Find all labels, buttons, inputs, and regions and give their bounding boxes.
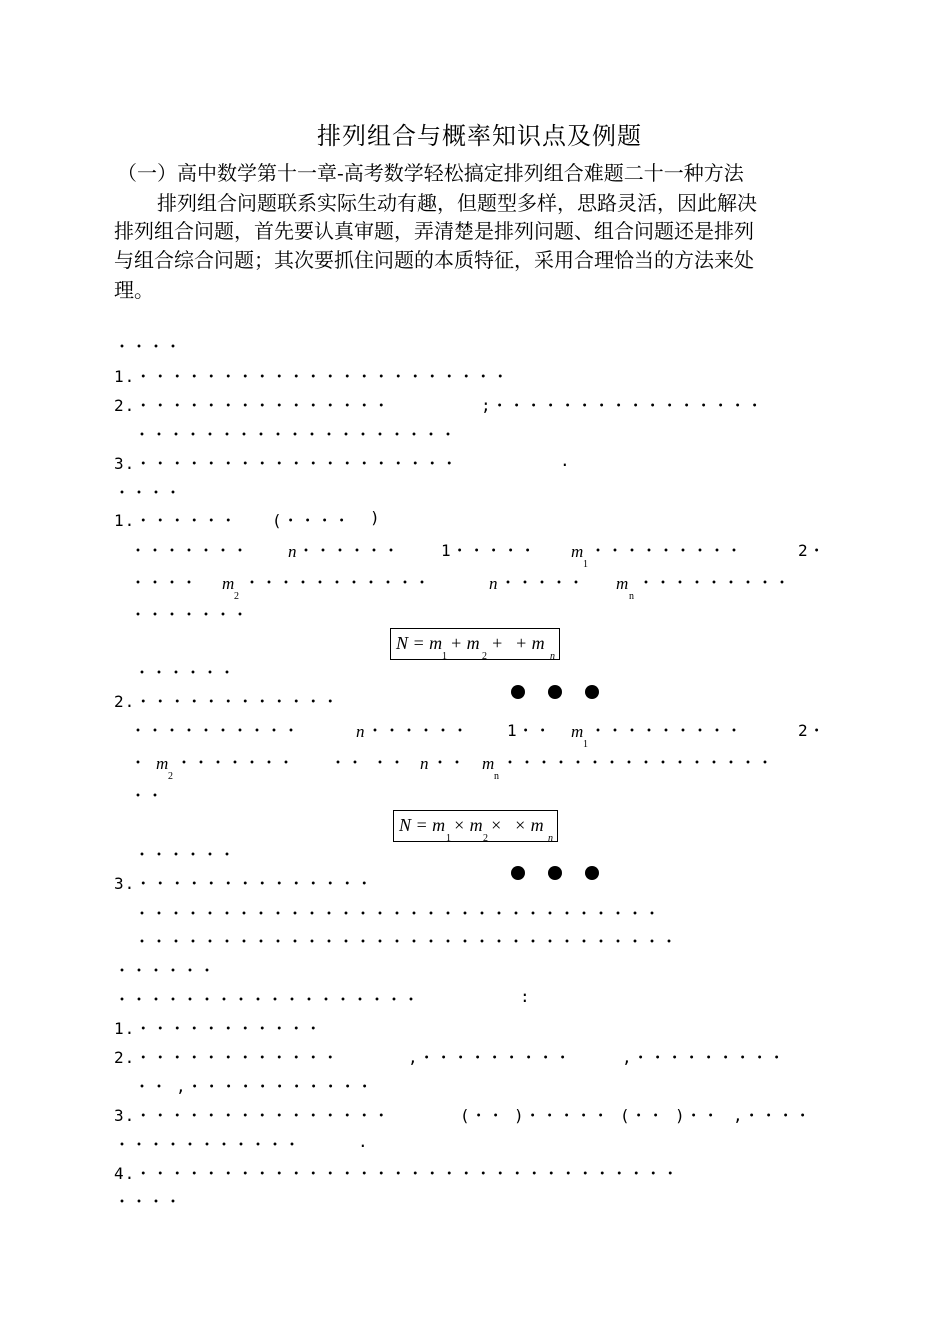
garbled-line: ・・・・・・ xyxy=(134,663,237,682)
subscript: 2 xyxy=(482,651,487,662)
garbled-line: ・・・・・・・・・・・・・・・・・・・・・・・・・・・・・・・・ xyxy=(134,932,679,951)
garbled-line: ・・ xyxy=(432,753,467,772)
var-m: m xyxy=(616,574,629,593)
garbled-line: )・・・・・ xyxy=(514,1106,610,1125)
garbled-line: ,・・・・・・・・・・・ xyxy=(176,1077,374,1096)
bullet-dot xyxy=(548,866,562,880)
garbled-line: ・・ xyxy=(330,753,365,772)
garbled-punct: . xyxy=(358,1132,369,1151)
subscript: n xyxy=(629,591,634,602)
garbled-line: ・・ xyxy=(372,753,407,772)
garbled-line: ・・・・・・・・・ xyxy=(590,541,744,560)
bullet-dot xyxy=(511,866,525,880)
garbled-line: 4.・・・・・・・・・・・・・・・・・・・・・・・・・・・・・・・・ xyxy=(114,1164,680,1183)
garbled-line: 1・・・・・ xyxy=(441,541,537,560)
garbled-heading: ・・・・・・ xyxy=(114,961,217,980)
sum-formula xyxy=(390,628,560,660)
garbled-line: ;・・・・・・・・・・・・・・・・ xyxy=(481,396,764,415)
garbled-line: ・・・・・・・・・ xyxy=(638,573,792,592)
var-m: m xyxy=(571,722,584,741)
garbled-line: 1・・ xyxy=(507,721,552,740)
garbled-line: 3.・・・・・・・・・・・・・・・ xyxy=(114,1106,391,1125)
garbled-line: 2.・・・・・・・・・・・・ xyxy=(114,1048,340,1067)
garbled-line: 2.・・・・・・・・・・・・・・・ xyxy=(114,396,391,415)
garbled-line: ・・・・ xyxy=(130,573,199,592)
bullet-dot xyxy=(548,685,562,699)
bullet-dot xyxy=(585,866,599,880)
garbled-line: ・・・・・・・・・・・・・・・・・・・・・・・・・・・・・・・ xyxy=(134,904,662,923)
formula-term: × m xyxy=(453,815,483,835)
bullet-dot xyxy=(585,685,599,699)
garbled-line: 1.・・・・・・・・・・・ xyxy=(114,1019,323,1038)
garbled-line: 1.・・・・・・ xyxy=(114,511,238,530)
garbled-line: ・・・・・・・・・・・・・・・・・・・ xyxy=(134,425,458,444)
subscript: 1 xyxy=(583,739,588,750)
garbled-line: (・・ xyxy=(460,1106,505,1125)
garbled-line: 2.・・・・・・・・・・・・ xyxy=(114,692,340,711)
formula-term: + xyxy=(491,633,504,653)
intro-line: 理。 xyxy=(114,278,154,302)
garbled-line: ・・・・・ xyxy=(500,573,586,592)
var-n: n xyxy=(420,754,429,773)
garbled-punct: : xyxy=(520,987,531,1006)
garbled-line: 2・ xyxy=(798,721,826,740)
subscript: n xyxy=(548,833,553,844)
garbled-heading: ・・・・ xyxy=(114,483,183,502)
garbled-line: ・・・・ xyxy=(114,1192,183,1211)
garbled-line: )・・ xyxy=(675,1106,720,1125)
garbled-line: ・ xyxy=(130,753,148,772)
garbled-heading: ・・・・ xyxy=(114,337,183,356)
var-n: n xyxy=(489,574,498,593)
garbled-line: ・・・・・・・・・・・・・・・・・・ xyxy=(114,990,421,1009)
garbled-line: ) xyxy=(370,508,381,527)
garbled-punct: . xyxy=(560,451,571,470)
garbled-line: ,・・・・・・・・・ xyxy=(408,1048,572,1067)
page-title: 排列组合与概率知识点及例题 xyxy=(317,122,642,150)
subscript: 2 xyxy=(168,771,173,782)
var-m: m xyxy=(222,574,235,593)
subscript: 1 xyxy=(442,651,447,662)
garbled-line: ・・・・・・・ xyxy=(130,541,250,560)
garbled-line: ・・・・・・・・・・ xyxy=(130,721,301,740)
formula-lhs: N = m xyxy=(399,815,446,835)
garbled-line: (・・・・ xyxy=(272,511,351,530)
subscript: 2 xyxy=(483,833,488,844)
formula-lhs: N = m xyxy=(396,633,443,653)
subscript: 1 xyxy=(583,559,588,570)
section-heading: （一）高中数学第十一章-高考数学轻松搞定排列组合难题二十一种方法 xyxy=(117,161,744,185)
var-n: n xyxy=(288,542,297,561)
subscript: 1 xyxy=(446,833,451,844)
garbled-line: (・・ xyxy=(620,1106,665,1125)
var-m: m xyxy=(571,542,584,561)
garbled-line: ・・・・・・ xyxy=(367,721,470,740)
subscript: n xyxy=(550,651,555,662)
formula-term: + m xyxy=(515,633,545,653)
intro-line: 与组合综合问题；其次要抓住问题的本质特征，采用合理恰当的方法来处 xyxy=(114,248,754,272)
intro-line: 排列组合问题，首先要认真审题，弄清楚是排列问题、组合问题还是排列 xyxy=(114,219,754,243)
var-m: m xyxy=(482,754,495,773)
var-m: m xyxy=(156,754,169,773)
garbled-line: ,・・・・・・・・・ xyxy=(622,1048,786,1067)
formula-term: × m xyxy=(514,815,544,835)
garbled-line: ,・・・・ xyxy=(733,1106,812,1125)
garbled-line: ・・・・・・・ xyxy=(130,605,250,624)
garbled-line: 3.・・・・・・・・・・・・・・・・・・・ xyxy=(114,454,459,473)
var-n: n xyxy=(356,722,365,741)
formula-term: + m xyxy=(450,633,480,653)
garbled-line: 1.・・・・・・・・・・・・・・・・・・・・・・ xyxy=(114,367,510,386)
garbled-line: ・・・・・・ xyxy=(134,845,237,864)
subscript: 2 xyxy=(234,591,239,602)
garbled-line: ・・・・・・・・・・・・・・・・ xyxy=(502,753,775,772)
garbled-line: ・・・・・・・・・・・ xyxy=(114,1135,302,1154)
garbled-line: ・・・・・・・・・ xyxy=(590,721,744,740)
garbled-line: ・・・・・・・ xyxy=(176,753,296,772)
bullet-dot xyxy=(511,685,525,699)
garbled-line: ・・・・・・ xyxy=(298,541,401,560)
product-formula xyxy=(393,810,558,842)
subscript: n xyxy=(494,771,499,782)
garbled-line: 2・ xyxy=(798,541,826,560)
garbled-line: ・・・・・・・・・・・ xyxy=(244,573,432,592)
intro-line: 排列组合问题联系实际生动有趣，但题型多样，思路灵活，因此解决 xyxy=(157,191,757,215)
formula-term: × xyxy=(490,815,503,835)
garbled-line: 3.・・・・・・・・・・・・・・ xyxy=(114,874,374,893)
garbled-line: ・・ xyxy=(130,786,165,805)
garbled-line: ・・ xyxy=(134,1077,169,1096)
